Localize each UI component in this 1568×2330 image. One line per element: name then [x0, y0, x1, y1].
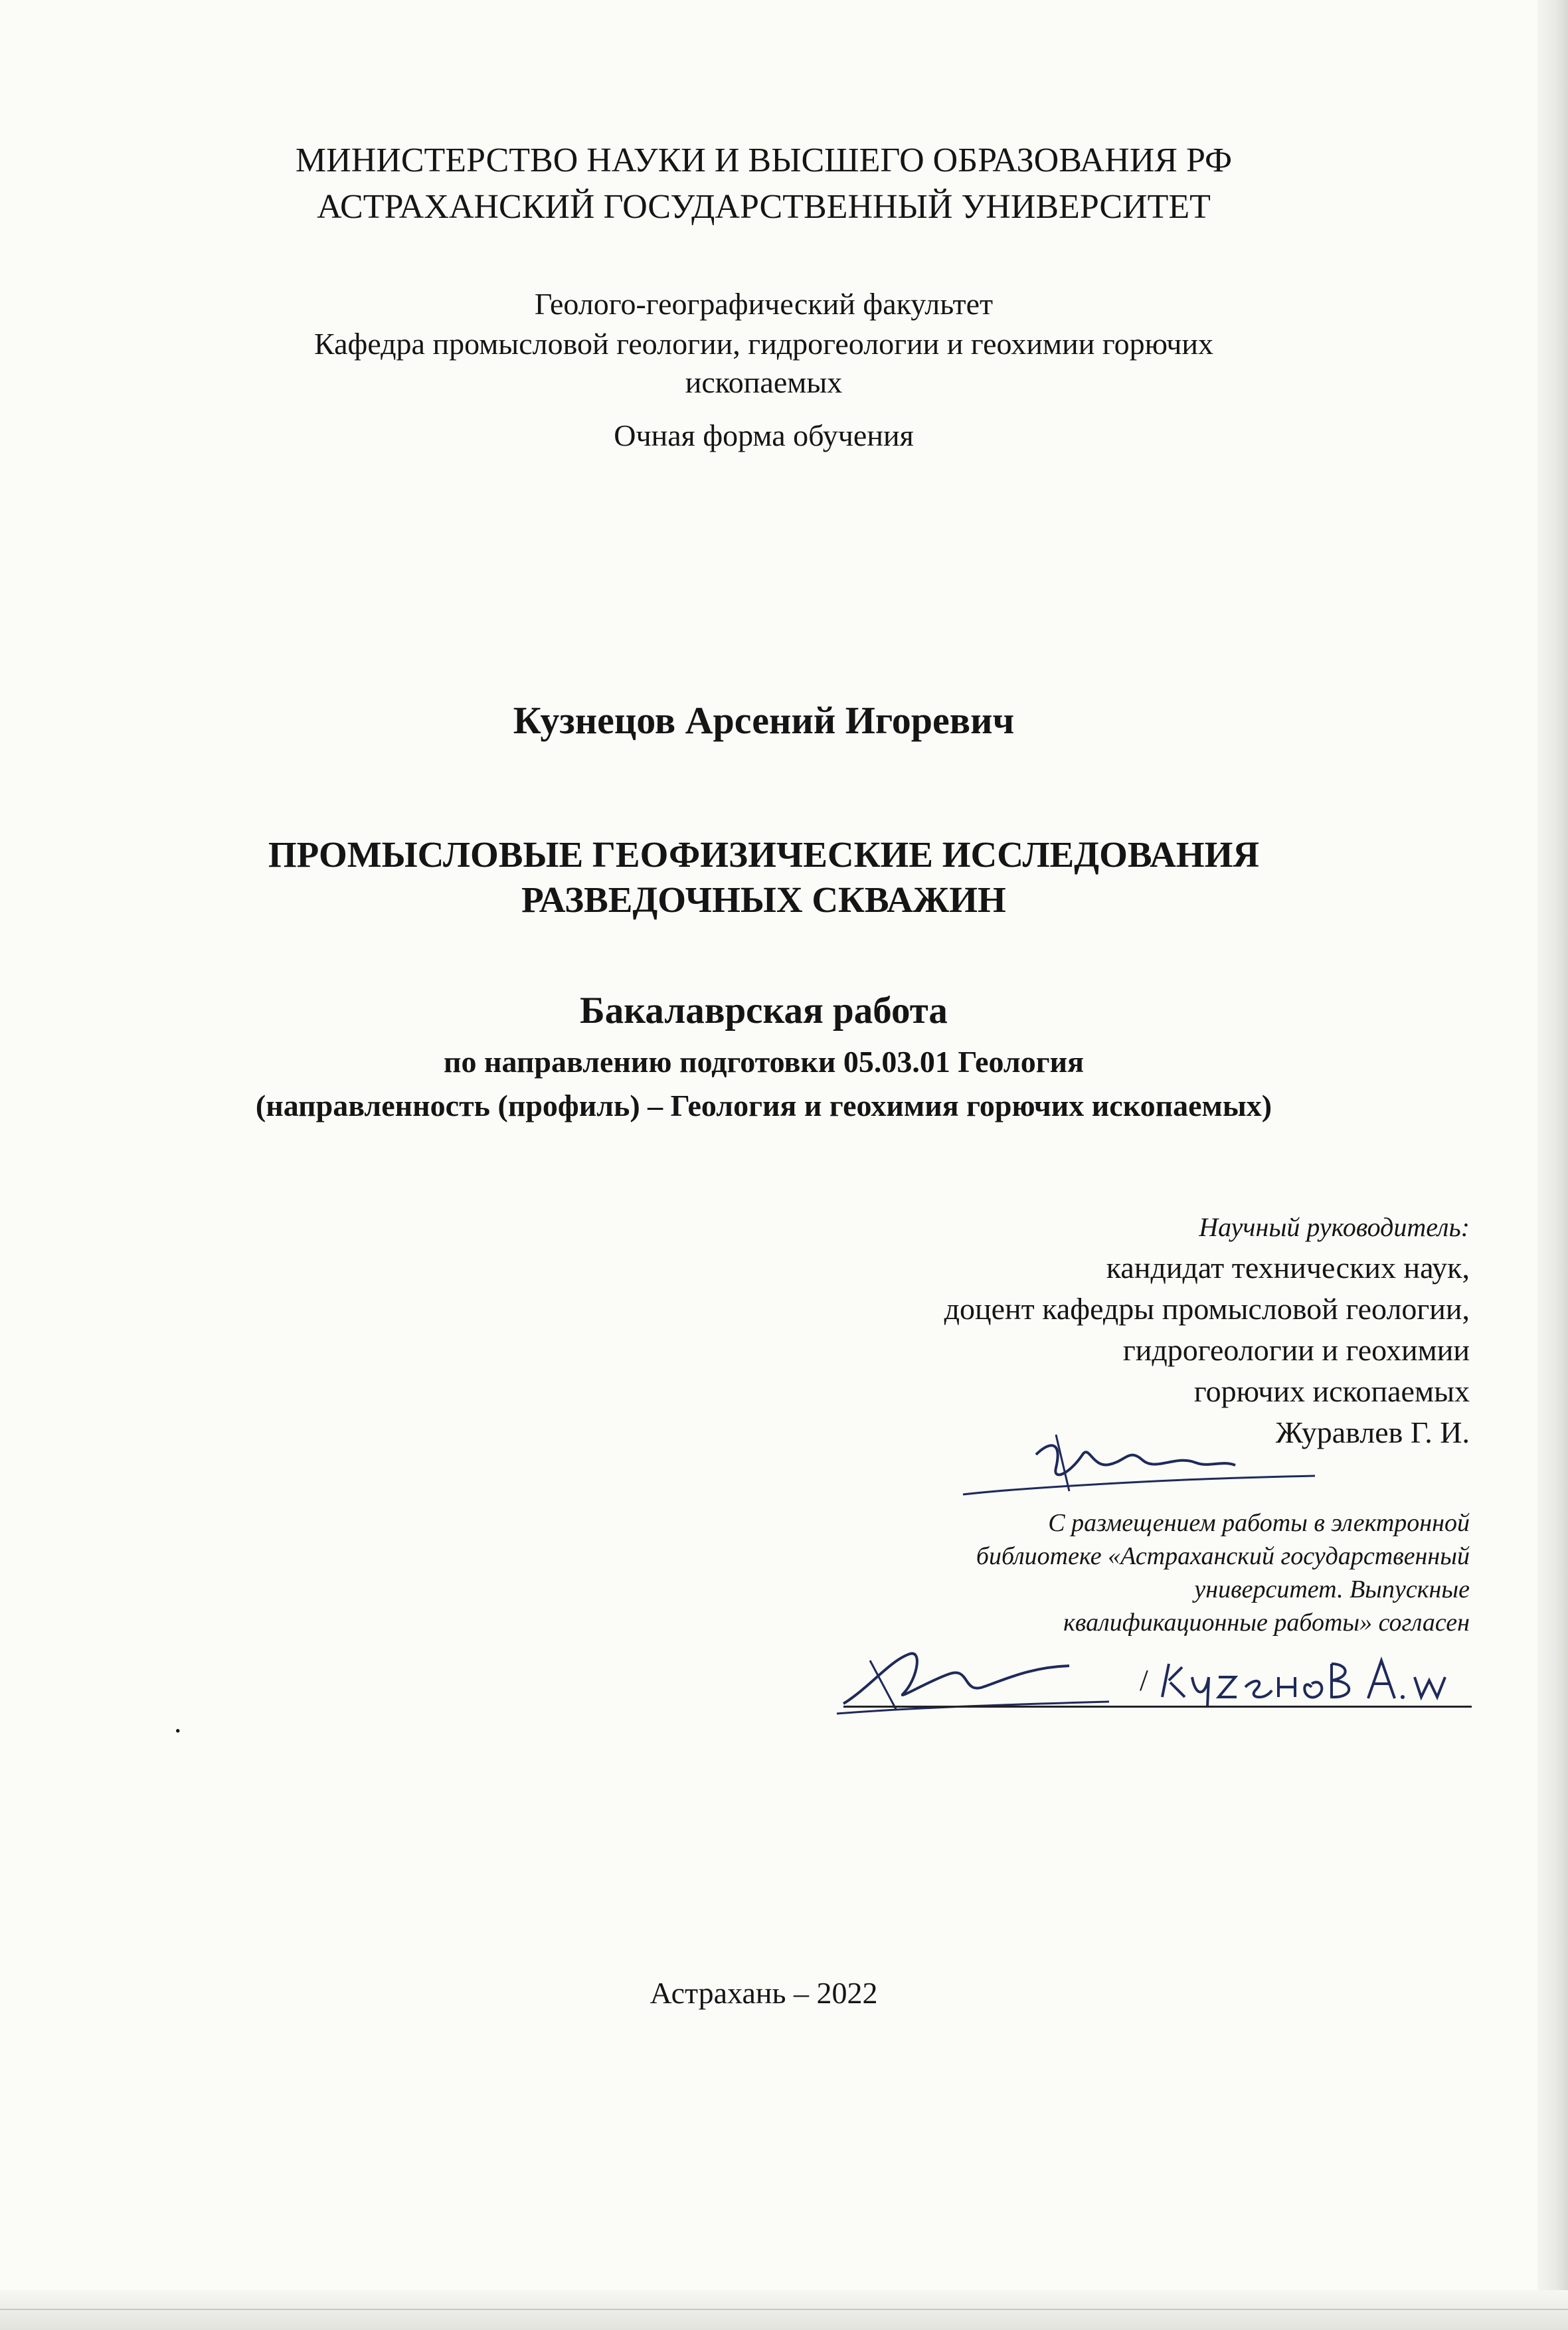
supervisor-degree: кандидат технических наук,: [1106, 1251, 1470, 1285]
supervisor-position-line3: горючих ископаемых: [1193, 1374, 1470, 1408]
supervisor-position-line2: гидрогеологии и геохимии: [1122, 1333, 1470, 1367]
signature-underline: [843, 1706, 1472, 1708]
consent-text-line4: квалификационные работы» согласен: [1063, 1609, 1470, 1637]
study-direction: по направлению подготовки 05.03.01 Геология: [443, 1045, 1085, 1079]
department-name-line2: ископаемых: [685, 365, 843, 399]
consent-text-line1: С размещением работы в электронной: [1048, 1509, 1470, 1537]
study-form: Очная форма обучения: [614, 418, 914, 452]
consent-text-line3: университет. Выпускные: [1194, 1575, 1470, 1603]
thesis-title-line2: РАЗВЕДОЧНЫХ СКВАЖИН: [521, 879, 1006, 920]
ministry-heading: МИНИСТЕРСТВО НАУКИ И ВЫСШЕГО ОБРАЗОВАНИЯ РФ: [295, 141, 1233, 179]
page-edge-shadow: [1537, 0, 1568, 2330]
city-year: Астрахань – 2022: [650, 1976, 878, 2010]
supervisor-signature: [956, 1428, 1328, 1508]
page-bottom-edge: [0, 2290, 1568, 2330]
thesis-title-line1: ПРОМЫСЛОВЫЕ ГЕОФИЗИЧЕСКИЕ ИССЛЕДОВАНИЯ: [268, 834, 1260, 875]
stray-dot: .: [174, 1705, 182, 1739]
university-heading: АСТРАХАНСКИЙ ГОСУДАРСТВЕННЫЙ УНИВЕРСИТЕТ: [317, 188, 1211, 226]
author-name: Кузнецов Арсений Игоревич: [513, 699, 1015, 742]
faculty-name: Геолого-географический факультет: [534, 287, 994, 321]
work-type: Бакалаврская работа: [580, 990, 948, 1031]
department-name-line1: Кафедра промысловой геологии, гидрогеологии и геохимии горючих: [314, 327, 1213, 361]
consent-text-line2: библиотеке «Астраханский государственный: [976, 1542, 1470, 1570]
student-signature: [830, 1641, 1116, 1720]
supervisor-position-line1: доцент кафедры промысловой геологии,: [944, 1292, 1470, 1326]
study-profile: (направленность (профиль) – Геология и геохимия горючих ископаемых): [255, 1089, 1272, 1122]
supervisor-name: Журавлев Г. И.: [1275, 1415, 1470, 1449]
student-name-handwritten: [1156, 1651, 1461, 1710]
signature-separator: /: [1140, 1663, 1148, 1697]
supervisor-label: Научный руководитель:: [1199, 1212, 1470, 1242]
